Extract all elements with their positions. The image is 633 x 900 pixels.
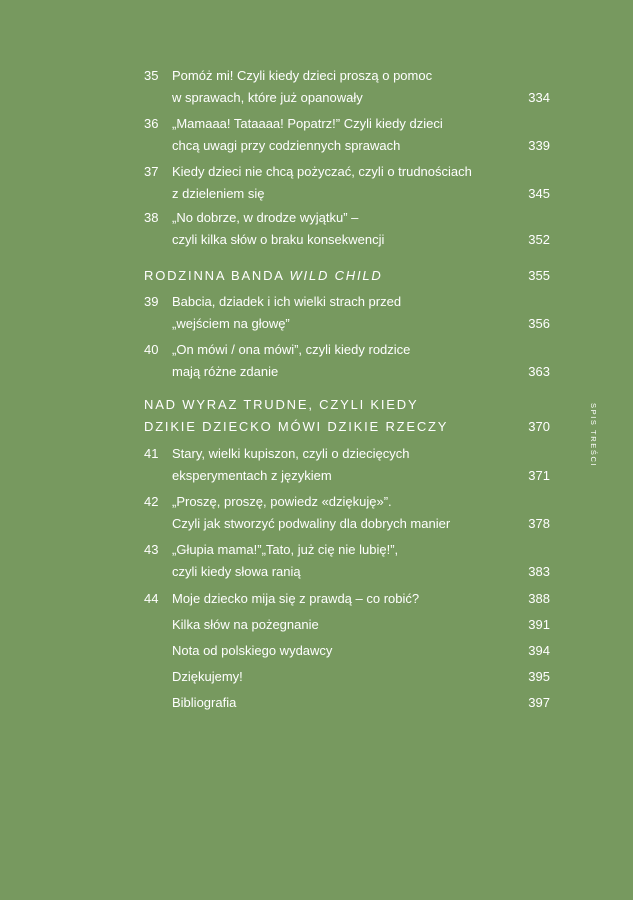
entry-title-line2: czyli kiedy słowa ranią [172, 564, 301, 579]
extra-title: Nota od polskiego wydawcy [172, 643, 333, 658]
entry-number: 38 [144, 210, 159, 225]
entry-title-line1: Stary, wielki kupiszon, czyli o dziecięcych [172, 446, 410, 461]
entry-number: 35 [144, 68, 159, 83]
entry-title-line1: „No dobrze, w drodze wyjątku” – [172, 210, 359, 225]
entry-number: 42 [144, 494, 159, 509]
section-heading-line2: DZIKIE DZIECKO MÓWI DZIKIE RZECZY [144, 419, 449, 434]
entry-title-line2: Czyli jak stworzyć podwaliny dla dobrych manier [172, 516, 451, 531]
entry-title-line1: Babcia, dziadek i ich wielki strach przed [172, 294, 402, 309]
entry-page-number: 334 [528, 90, 550, 105]
extra-page-number: 394 [528, 643, 550, 658]
section-page-number: 370 [528, 419, 550, 434]
entry-page-number: 339 [528, 138, 550, 153]
entry-title-line2: „wejściem na głowę” [172, 316, 290, 331]
extra-page-number: 391 [528, 617, 550, 632]
extra-title: Dziękujemy! [172, 669, 243, 684]
entry-title-line2: z dzieleniem się [172, 186, 265, 201]
entry-page-number: 378 [528, 516, 550, 531]
entry-page-number: 352 [528, 232, 550, 247]
entry-page-number: 388 [528, 591, 550, 606]
entry-title-line1: „Głupia mama!”„Tato, już cię nie lubię!”, [172, 542, 399, 557]
entry-page-number: 383 [528, 564, 550, 579]
entry-page-number: 363 [528, 364, 550, 379]
section-title: RODZINNA BANDA [144, 268, 290, 283]
entry-number: 40 [144, 342, 159, 357]
entry-number: 44 [144, 591, 159, 606]
entry-number: 36 [144, 116, 159, 131]
entry-number: 41 [144, 446, 159, 461]
entry-number: 39 [144, 294, 159, 309]
entry-title-line2: czyli kilka słów o braku konsekwencji [172, 232, 385, 247]
extra-page-number: 397 [528, 695, 550, 710]
entry-title-line1: „On mówi / ona mówi”, czyli kiedy rodzice [172, 342, 411, 357]
entry-page-number: 345 [528, 186, 550, 201]
entry-title-line2: eksperymentach z językiem [172, 468, 332, 483]
extra-title: Bibliografia [172, 695, 237, 710]
entry-title-line1: „Mamaaa! Tataaaa! Popatrz!” Czyli kiedy dzieci [172, 116, 443, 131]
side-section-label: SPIS TREŚCI [589, 403, 598, 468]
section-title-italic: WILD CHILD [289, 268, 383, 283]
section-page-number: 355 [528, 268, 550, 283]
entry-title-line1: Kiedy dzieci nie chcą pożyczać, czyli o trudnościach [172, 164, 472, 179]
entry-page-number: 371 [528, 468, 550, 483]
entry-title-line2: w sprawach, które już opanowały [172, 90, 363, 105]
entry-title-line1: „Proszę, proszę, powiedz «dziękuję»”. [172, 494, 392, 509]
entry-number: 37 [144, 164, 159, 179]
entry-number: 43 [144, 542, 159, 557]
entry-page-number: 356 [528, 316, 550, 331]
entry-title-line2: chcą uwagi przy codziennych sprawach [172, 138, 401, 153]
extra-page-number: 395 [528, 669, 550, 684]
entry-title-line1: Pomóż mi! Czyli kiedy dzieci proszą o pomoc [172, 68, 433, 83]
section-heading-line1: NAD WYRAZ TRUDNE, CZYLI KIEDY [144, 397, 419, 412]
section-heading [144, 265, 383, 287]
entry-title-line1: Moje dziecko mija się z prawdą – co robić? [172, 591, 420, 606]
extra-title: Kilka słów na pożegnanie [172, 617, 319, 632]
entry-title-line2: mają różne zdanie [172, 364, 279, 379]
